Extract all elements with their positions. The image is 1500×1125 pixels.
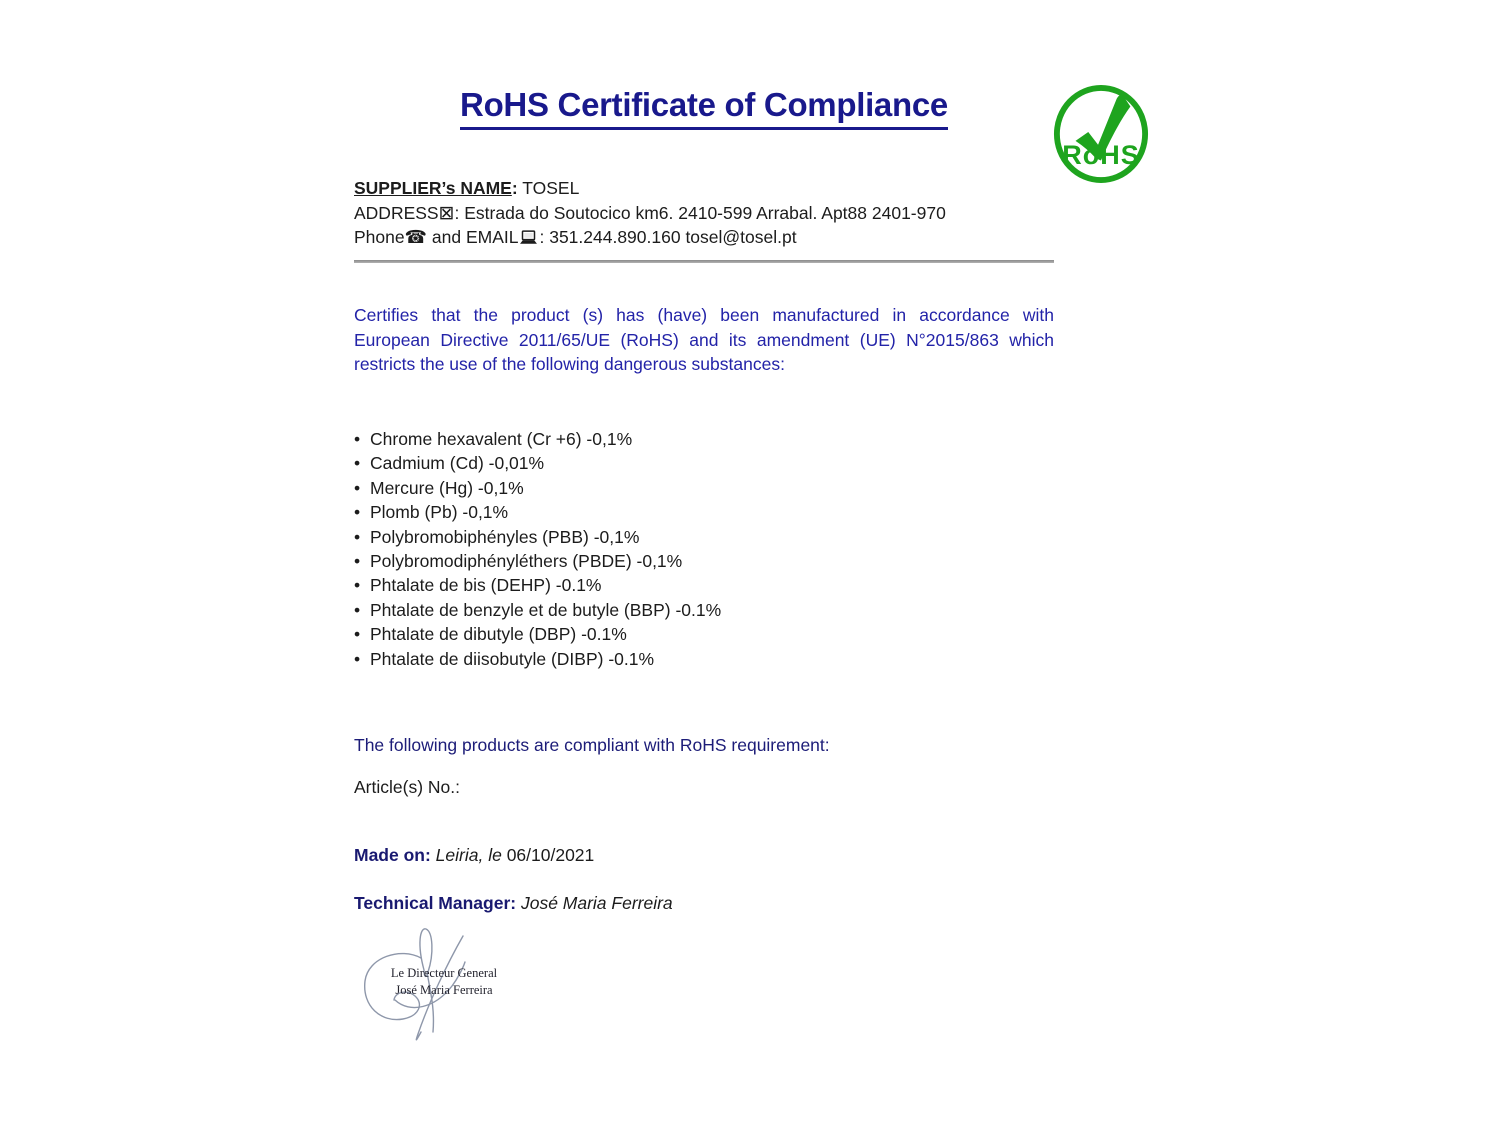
made-on-line <box>354 845 1054 866</box>
address-label: ADDRESS <box>354 202 439 223</box>
phone-icon: ☎ <box>404 227 428 248</box>
certification-line: restricts the use of the following dangerous substances: <box>354 354 785 374</box>
substance-item <box>354 525 1054 549</box>
article-number-line: Article(s) No.: <box>354 777 460 797</box>
substance-item <box>354 622 1054 646</box>
page-title <box>354 86 1054 130</box>
substance-item <box>354 549 1054 573</box>
substance-label: Phtalate de diisobutyle (DIBP) -0.1% <box>370 648 655 669</box>
technical-manager-name: José Maria Ferreira <box>516 893 673 913</box>
substance-item <box>354 451 1054 475</box>
signature-block <box>355 920 505 1055</box>
substance-label: Chrome hexavalent (Cr +6) -0,1% <box>370 429 633 449</box>
bullet-icon: • <box>354 429 361 449</box>
technical-manager-label: Technical Manager: <box>354 893 517 913</box>
supplier-name-label: SUPPLIER’s NAME <box>354 178 512 198</box>
substance-item <box>354 427 1054 451</box>
certification-line: European Directive 2011/65/UE (RoHS) and its amendment (UE) N°2015/863 which <box>354 329 1054 350</box>
email-label: and EMAIL <box>427 227 519 247</box>
bullet-icon: • <box>354 526 361 547</box>
made-on-date: 06/10/2021 <box>501 845 595 865</box>
substance-label: Phtalate de bis (DEHP) -0.1% <box>370 575 602 596</box>
substance-label: Phtalate de dibutyle (DBP) -0.1% <box>370 624 627 645</box>
bullet-icon: • <box>354 599 361 620</box>
bullet-icon: • <box>354 453 361 474</box>
bullet-icon: • <box>354 551 361 572</box>
substance-label: Plomb (Pb) -0,1% <box>370 502 509 523</box>
bullet-icon: • <box>354 648 361 669</box>
page-title-text: RoHS Certificate of Compliance <box>460 86 948 130</box>
bullet-icon: • <box>354 575 361 596</box>
supplier-name-colon: : <box>511 178 518 198</box>
substance-label: Cadmium (Cd) -0,01% <box>370 453 545 474</box>
substances-list <box>354 427 1054 671</box>
substance-item <box>354 647 1054 671</box>
certification-paragraph <box>354 303 1054 377</box>
bullet-icon: • <box>354 624 361 645</box>
substance-label: Polybromodiphényléthers (PBDE) -0,1% <box>370 551 683 572</box>
envelope-icon: ⊠ <box>438 201 455 224</box>
horizontal-divider <box>354 260 1054 263</box>
substance-label: Phtalate de benzyle et de butyle (BBP) -0.1% <box>370 599 722 620</box>
rohs-logo <box>1052 84 1150 184</box>
supplier-address-line <box>354 201 1114 226</box>
substance-label: Polybromobiphényles (PBB) -0,1% <box>370 526 640 547</box>
substance-label: Mercure (Hg) -0,1% <box>370 477 524 498</box>
supplier-block <box>354 176 1114 251</box>
substance-item <box>354 598 1054 622</box>
technical-manager-line <box>354 893 1054 914</box>
phone-label: Phone <box>354 227 405 247</box>
signature-text <box>385 965 503 999</box>
made-on-label: Made on: <box>354 845 431 865</box>
bullet-icon: • <box>354 502 361 523</box>
substance-item <box>354 476 1054 500</box>
substance-item <box>354 573 1054 597</box>
certification-line: Certifies that the product (s) has (have) been manufactured in accordance with <box>354 305 1054 325</box>
computer-icon <box>519 230 538 245</box>
made-on-place: Leiria, le <box>430 845 502 865</box>
supplier-name-value: TOSEL <box>517 178 580 198</box>
contact-value: : 351.244.890.160 tosel@tosel.pt <box>539 227 797 247</box>
bullet-icon: • <box>354 477 361 498</box>
rohs-logo-label: RoHS <box>1062 140 1140 170</box>
compliance-statement: The following products are compliant with RoHS requirement: <box>354 735 830 755</box>
supplier-contact-line <box>354 225 1114 251</box>
signature-name: José Maria Ferreira <box>395 983 493 997</box>
address-value: : Estrada do Soutocico km6. 2410-599 Arrabal. Apt88 2401-970 <box>454 202 946 223</box>
signature-title: Le Directeur General <box>390 966 498 980</box>
substance-item <box>354 500 1054 524</box>
supplier-name-line <box>354 176 1114 201</box>
